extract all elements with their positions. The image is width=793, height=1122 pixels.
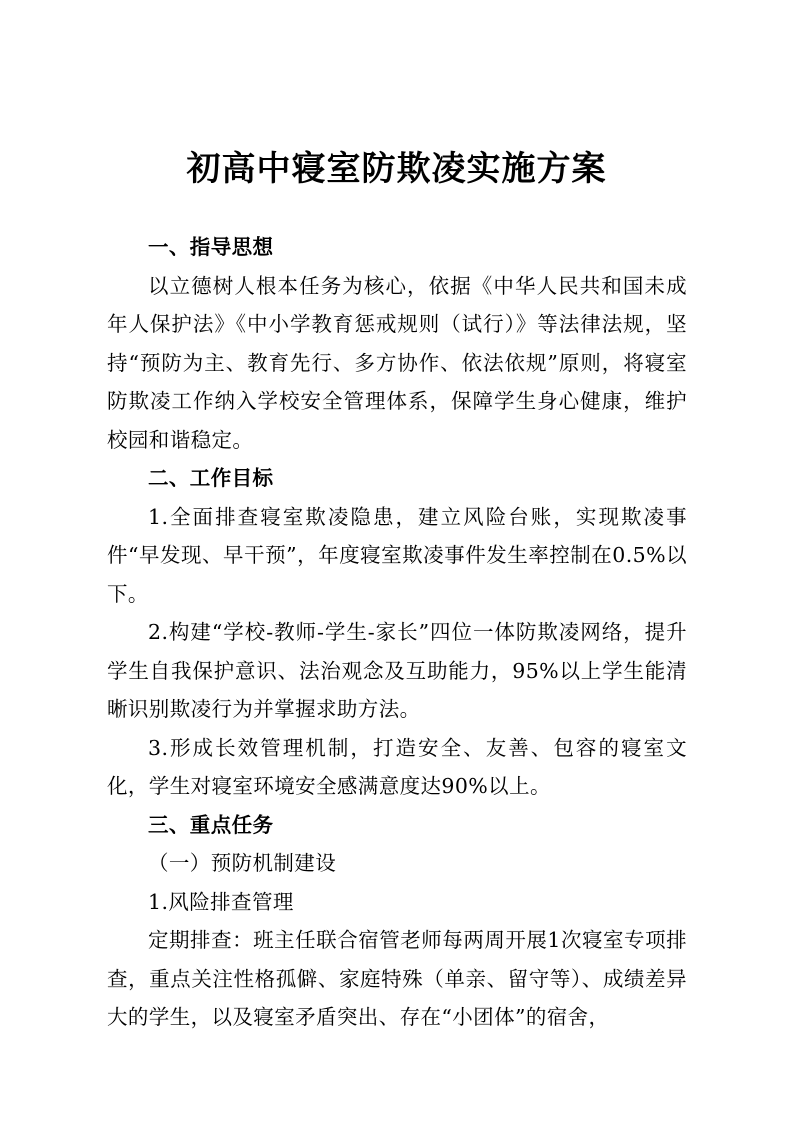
section-heading-work-goals: 二、工作目标 bbox=[148, 466, 274, 490]
paragraph-goal-3: 3.形成长效管理机制，打造安全、友善、包容的寝室文化，学生对寝室环境安全感满意度达90%以上。 bbox=[107, 735, 687, 798]
document-body bbox=[107, 228, 687, 1037]
paragraph-regular-screening: 定期排查：班主任联合宿管老师每两周开展1次寝室专项排查，重点关注性格孤僻、家庭特殊（单亲、留守等）、成绩差异大的学生，以及寝室矛盾突出、存在“小团体”的宿舍， bbox=[107, 928, 687, 1029]
paragraph-guiding-ideology: 以立德树人根本任务为核心，依据《中华人民共和国未成年人保护法》《中小学教育惩戒规则（试行）》等法律法规，坚持“预防为主、教育先行、多方协作、依法依规”原则，将寝室防欺凌工作纳入学校安全管理体系，保障学生身心健康，维护校园和谐稳定。 bbox=[107, 273, 687, 452]
paragraph-goal-1: 1.全面排查寝室欺凌隐患，建立风险台账，实现欺凌事件“早发现、早干预”，年度寝室欺凌事件发生率控制在0.5%以下。 bbox=[107, 504, 687, 606]
subheading-risk-screening: 1.风险排查管理 bbox=[148, 889, 294, 914]
section-heading-key-tasks: 三、重点任务 bbox=[148, 812, 274, 837]
document-title: 初高中寝室防欺凌实施方案 bbox=[186, 149, 607, 189]
paragraph-goal-2: 2.构建“学校-教师-学生-家长”四位一体防欺凌网络，提升学生自我保护意识、法治观念及互助能力，95%以上学生能清晰识别欺凌行为并掌握求助方法。 bbox=[107, 620, 687, 721]
section-heading-guiding-ideology: 一、指导思想 bbox=[148, 235, 274, 259]
subheading-prevention-mechanism: （一）预防机制建设 bbox=[148, 851, 337, 875]
